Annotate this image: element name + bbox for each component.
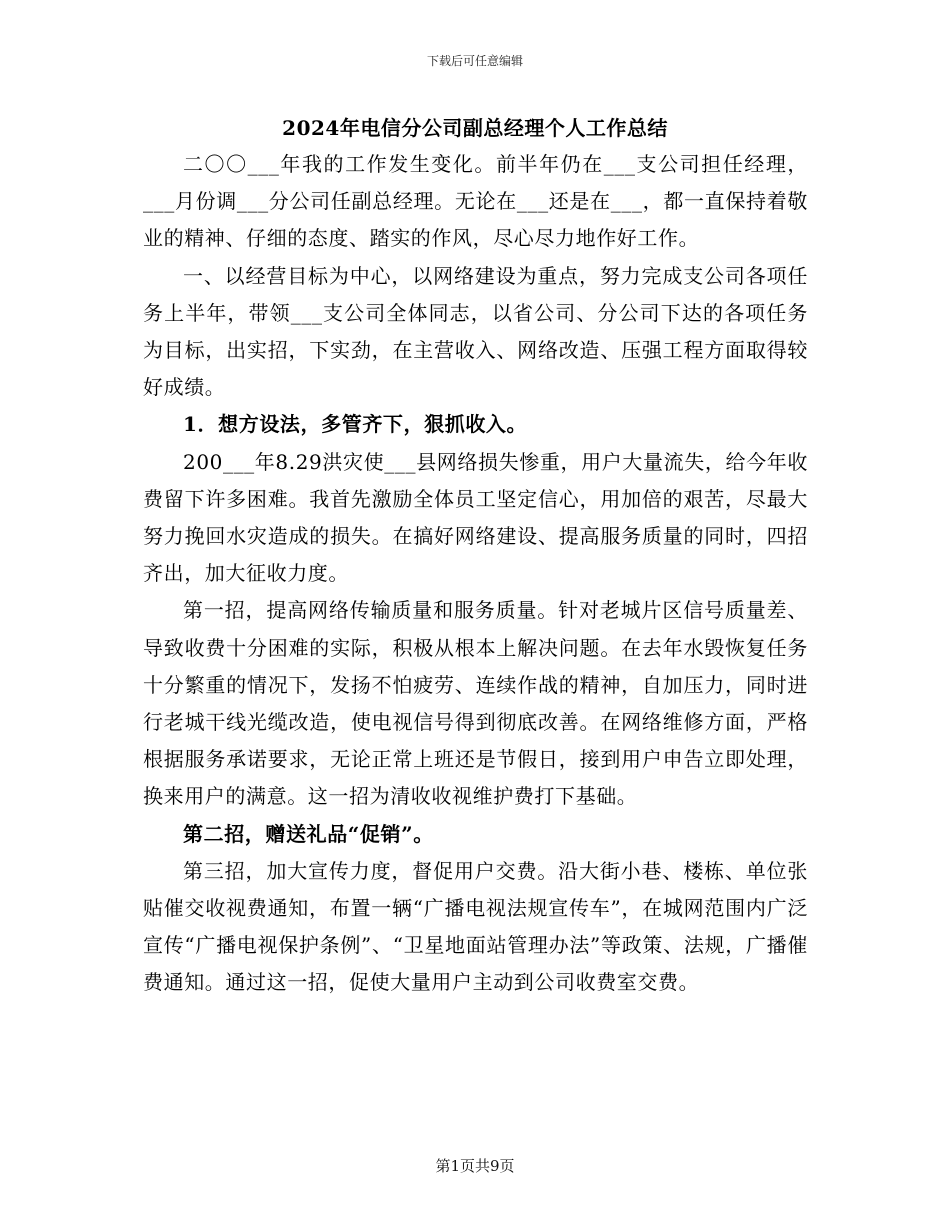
- paragraph-third-move: 第三招，加大宣传力度，督促用户交费。沿大街小巷、楼栋、单位张贴催交收视费通知，布置一辆“广播电视法规宣传车”，在城网范围内广泛宣传“广播电视保护条例”、“卫星地面站管理办法”等政策、法规，广播催费通知。通过这一招，促使大量用户主动到公司收费室交费。: [143, 858, 808, 995]
- paragraph-first-move: 第一招，提高网络传输质量和服务质量。针对老城片区信号质量差、导致收费十分困难的实际，积极从根本上解决问题。在去年水毁恢复任务十分繁重的情况下，发扬不怕疲劳、连续作战的精神，自加压力，同时进行老城干线光缆改造，使电视信号得到彻底改善。在网络维修方面，严格根据服务承诺要求，无论正常上班还是节假日，接到用户申告立即处理，换来用户的满意。这一招为清收收视维护费打下基础。: [143, 598, 808, 809]
- document-body: [143, 146, 808, 1002]
- paragraph-intro: 二〇〇___年我的工作发生变化。前半年仍在___支公司担任经理，___月份调___分公司任副总经理。无论在___还是在___，都一直保持着敬业的精神、仔细的态度、踏实的作风，尽心尽力地作好工作。: [143, 152, 808, 251]
- heading-revenue: 1．想方设法，多管齐下，狠抓收入。: [183, 412, 528, 437]
- document-title: 2024年电信分公司副总经理个人工作总结: [282, 116, 668, 140]
- paragraph-flood: 200___年8.29洪灾使___县网络损失惨重，用户大量流失，给今年收费留下许多困难。我首先激励全体员工坚定信心，用加倍的艰苦，尽最大努力挽回水灾造成的损失。在搞好网络建设、提高服务质量的同时，四招齐出，加大征收力度。: [143, 449, 808, 586]
- page-header-note: 下载后可任意编辑: [426, 54, 523, 68]
- heading-second-move: 第二招，赠送礼品“促销”。: [183, 821, 434, 846]
- paragraph-section-one: 一、以经营目标为中心，以网络建设为重点，努力完成支公司各项任务上半年，带领___支公司全体同志，以省公司、分公司下达的各项任务为目标，出实招，下实劲，在主营收入、网络改造、压强工程方面取得较好成绩。: [143, 263, 808, 400]
- page-number: 第1页共9页: [435, 1157, 515, 1175]
